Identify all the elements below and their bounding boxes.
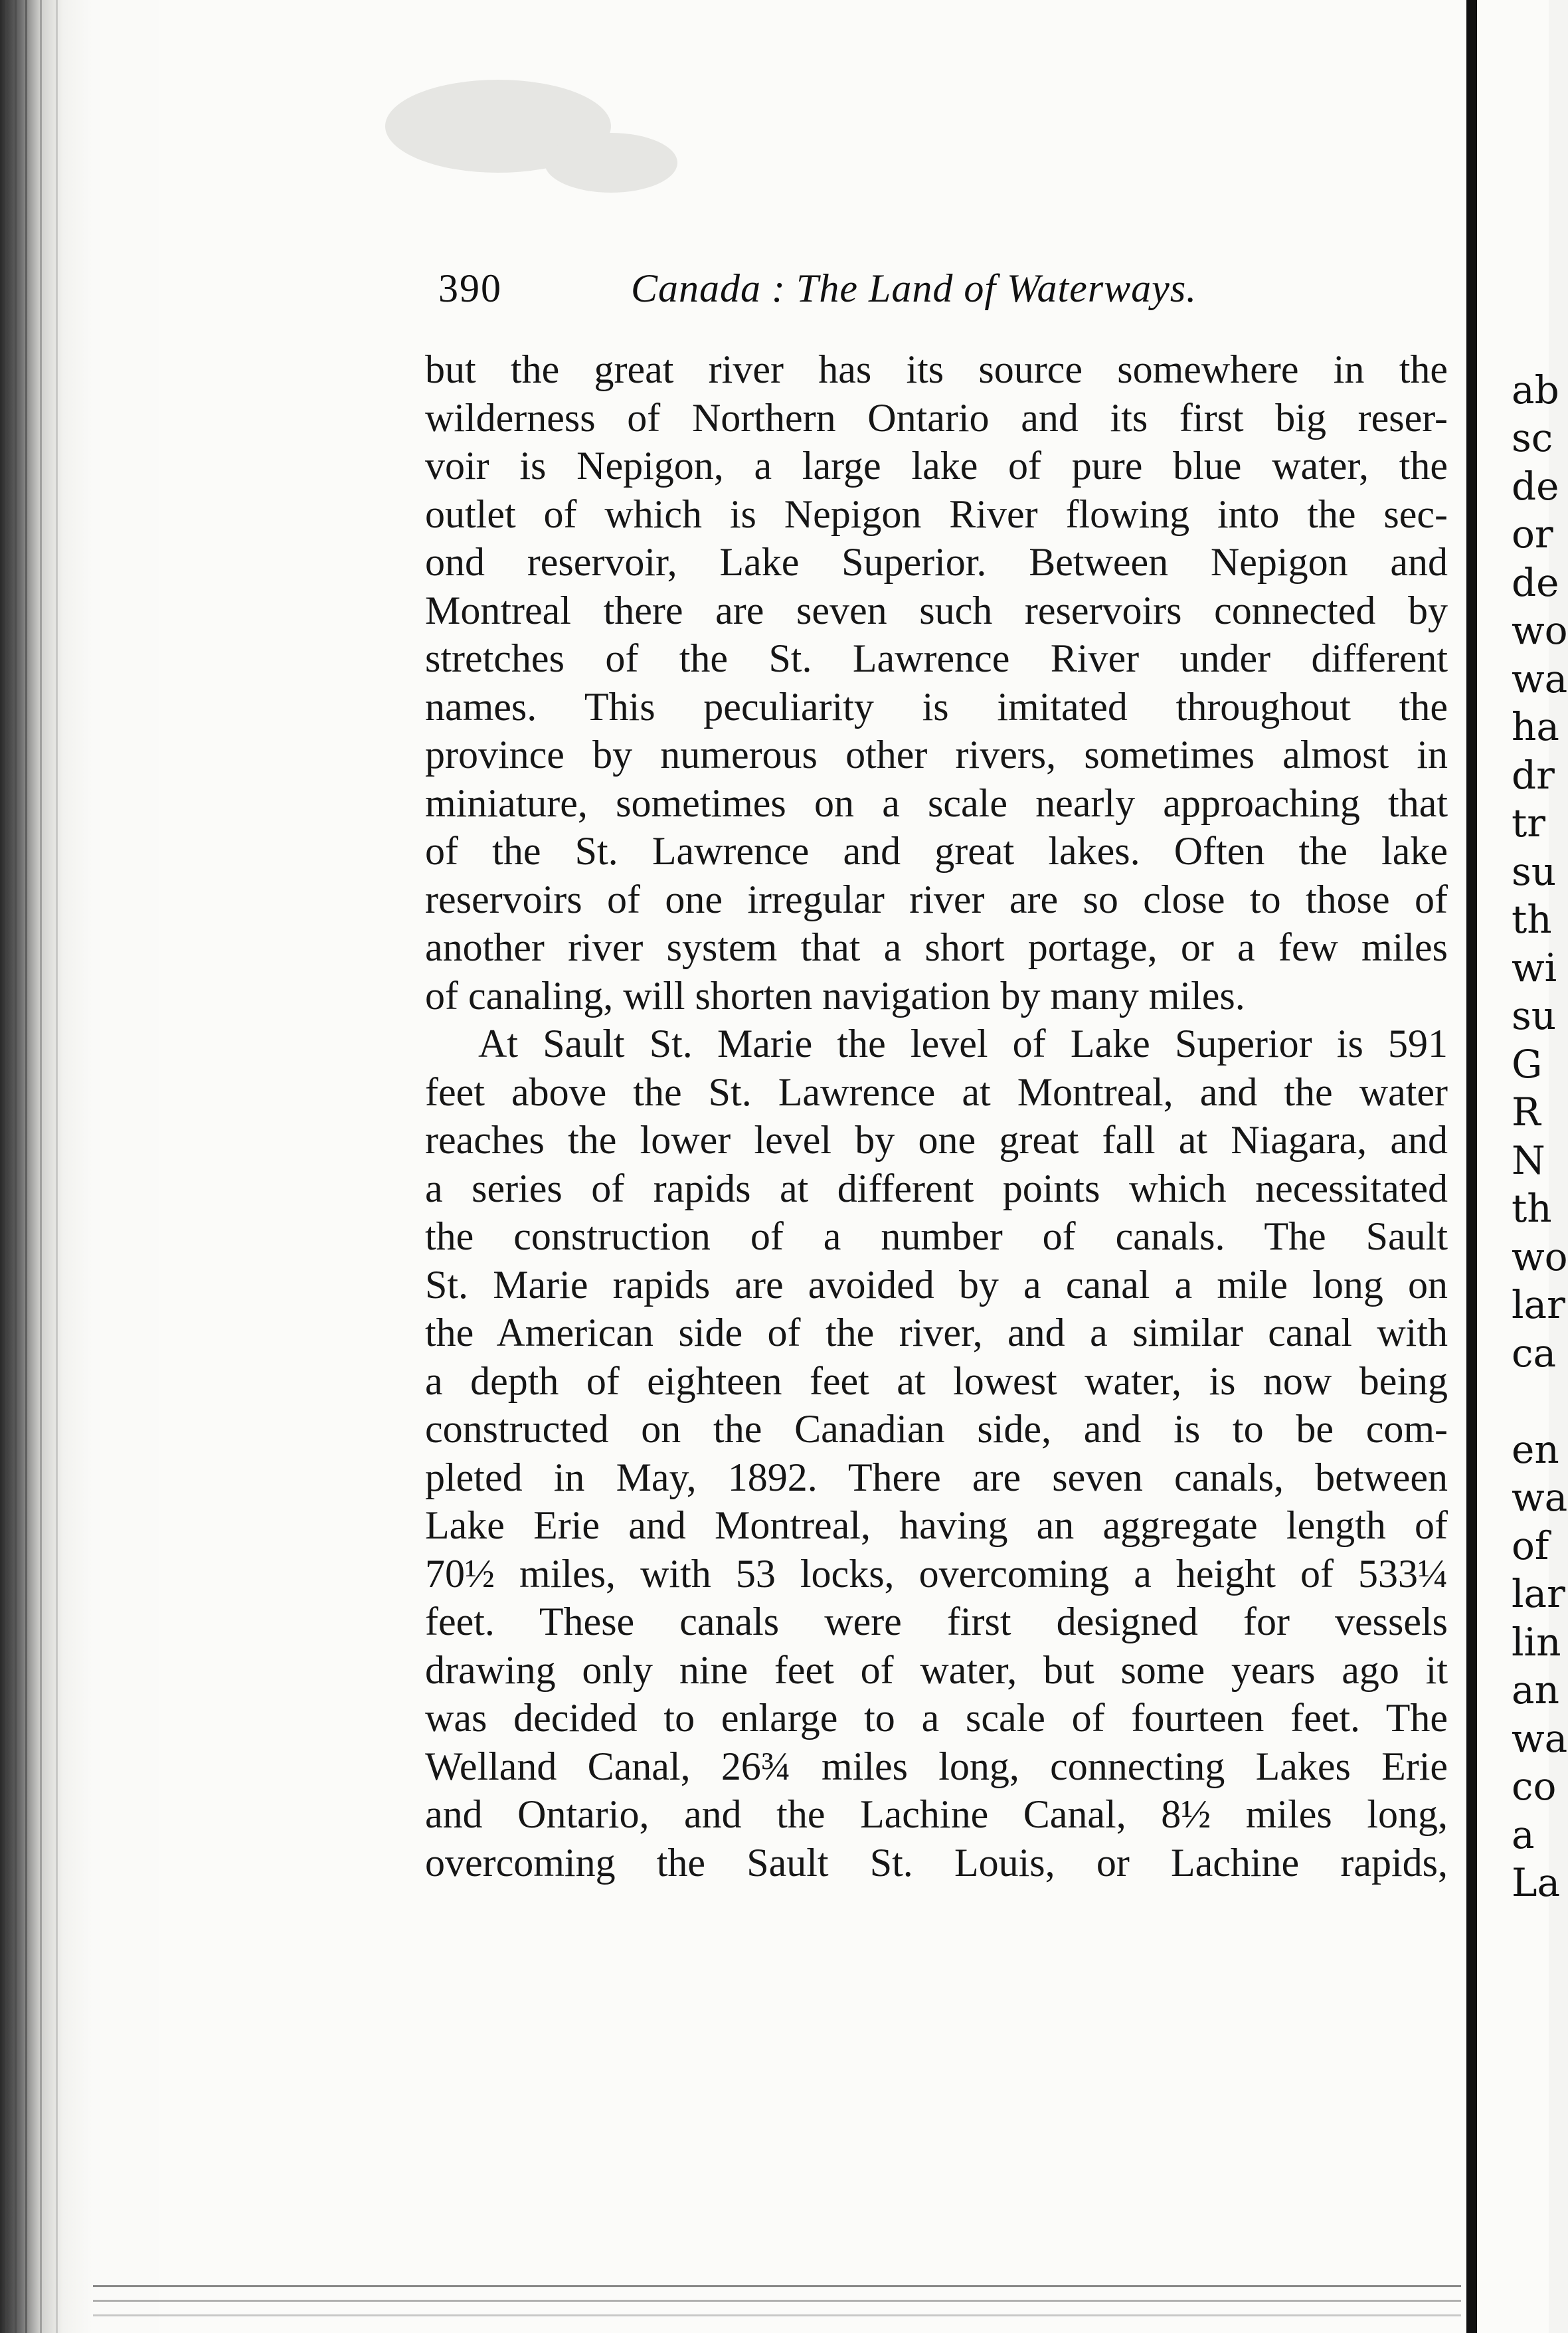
page-edge-line (40, 0, 42, 2333)
facing-page-fragment: wi (1512, 945, 1557, 990)
text-line: reservoirs of one irregular river are so close to those of (425, 877, 1448, 921)
text-line: the construction of a number of canals. The Sault (425, 1214, 1448, 1258)
text-line: Welland Canal, 26¾ miles long, connecting Lakes Erie (425, 1744, 1448, 1788)
text-line: miniature, sometimes on a scale nearly approaching that (425, 781, 1448, 825)
running-head (438, 266, 1328, 326)
facing-page-fragment: wa (1512, 656, 1568, 701)
facing-page-fragment: R (1512, 1089, 1541, 1135)
text-line: a depth of eighteen feet at lowest water, is now being (425, 1358, 1448, 1403)
facing-page-fragment: th (1512, 1186, 1552, 1231)
facing-page-fragment: lar (1512, 1571, 1565, 1616)
running-title: Canada : The Land of Waterways. (631, 266, 1197, 310)
facing-page-fragment: or (1512, 512, 1553, 557)
facing-page-fragment: de (1512, 560, 1559, 605)
text-line: reaches the lower level by one great fall at Niagara, and (425, 1118, 1448, 1162)
text-line: names. This peculiarity is imitated throughout the (425, 684, 1448, 729)
facing-page-fragment: en (1512, 1427, 1559, 1472)
page-gutter (0, 0, 159, 2333)
facing-page-fragment: lar (1512, 1282, 1565, 1327)
text-line: of canaling, will shorten navigation by many miles. (425, 973, 1245, 1018)
text-line: voir is Nepigon, a large lake of pure blue water, the (425, 444, 1448, 488)
page-number: 390 (438, 266, 502, 310)
text-line: was decided to enlarge to a scale of fourteen feet. The (425, 1696, 1448, 1740)
facing-page-fragment: an (1512, 1667, 1559, 1713)
facing-page-fragment: ab (1512, 367, 1559, 413)
facing-page-fragment: La (1512, 1860, 1561, 1905)
page-edge-line (5, 0, 7, 2333)
text-line: Montreal there are seven such reservoirs connected by (425, 588, 1448, 632)
facing-page-fragment: wa (1512, 1475, 1568, 1520)
page-bottom-edge (93, 2285, 1461, 2287)
text-line: the American side of the river, and a similar canal with (425, 1311, 1448, 1354)
text-line: but the great river has its source somewhere in the (425, 347, 1448, 391)
paper-stain (545, 133, 677, 193)
body-text (425, 345, 1448, 1887)
facing-page-fragment: wo (1512, 1234, 1568, 1279)
text-line: At Sault St. Marie the level of Lake Superior is 591 (478, 1022, 1448, 1066)
text-line: of the St. Lawrence and great lakes. Often the lake (425, 829, 1448, 873)
text-line: outlet of which is Nepigon River flowing into the sec- (425, 492, 1448, 536)
page-edge-line (56, 0, 58, 2333)
facing-page-fragment: su (1512, 993, 1557, 1038)
facing-page-fragment: N (1512, 1138, 1545, 1183)
page-bottom-edge (93, 2300, 1461, 2302)
facing-page-fragment: de (1512, 464, 1559, 509)
text-line: ond reservoir, Lake Superior. Between Nepigon and (425, 540, 1448, 584)
page-fold-shadow (1466, 0, 1477, 2333)
facing-page-fragment: ca (1512, 1331, 1557, 1376)
text-line: drawing only nine feet of water, but some years ago it (425, 1647, 1448, 1692)
facing-page-fragment: dr (1512, 753, 1555, 798)
facing-page-fragment: lin (1512, 1620, 1561, 1665)
page-edge-line (15, 0, 17, 2333)
text-line: overcoming the Sault St. Louis, or Lachine rapids, (425, 1840, 1448, 1885)
text-line: feet. These canals were first designed for vessels (425, 1600, 1448, 1643)
text-line: Lake Erie and Montreal, having an aggregate length of (425, 1503, 1448, 1547)
text-line: another river system that a short portage, or a few miles (425, 925, 1448, 969)
text-line: stretches of the St. Lawrence River under different (425, 636, 1448, 680)
text-line: pleted in May, 1892. There are seven canals, between (425, 1455, 1448, 1499)
text-line: constructed on the Canadian side, and is to be com- (425, 1407, 1448, 1451)
facing-page-fragment: sc (1512, 415, 1553, 460)
facing-page-fragment: wa (1512, 1716, 1568, 1761)
text-line: 70½ miles, with 53 locks, overcoming a height of 533¼ (425, 1551, 1448, 1596)
text-line: province by numerous other rivers, sometimes almost in (425, 733, 1448, 777)
text-line: a series of rapids at different points which necessitated (425, 1166, 1448, 1210)
page-bottom-edge (93, 2314, 1461, 2316)
facing-page-fragment: th (1512, 897, 1552, 942)
facing-page-fragment: G (1512, 1042, 1543, 1087)
facing-page-fragment: su (1512, 849, 1557, 894)
text-line: wilderness of Northern Ontario and its first big reser- (425, 395, 1448, 440)
facing-page-fragment: wo (1512, 608, 1568, 653)
text-line: and Ontario, and the Lachine Canal, 8½ miles long, (425, 1792, 1448, 1836)
facing-page-fragment: tr (1512, 800, 1546, 846)
facing-page-fragment: ha (1512, 704, 1559, 749)
facing-page-fragment: of (1512, 1523, 1549, 1568)
text-line: St. Marie rapids are avoided by a canal a mile long on (425, 1262, 1448, 1307)
facing-page (1477, 0, 1568, 2333)
facing-page-fragment: co (1512, 1764, 1557, 1809)
facing-page-fragment: a (1512, 1812, 1535, 1857)
text-line: feet above the St. Lawrence at Montreal, and the water (425, 1070, 1448, 1114)
page-edge-line (25, 0, 27, 2333)
